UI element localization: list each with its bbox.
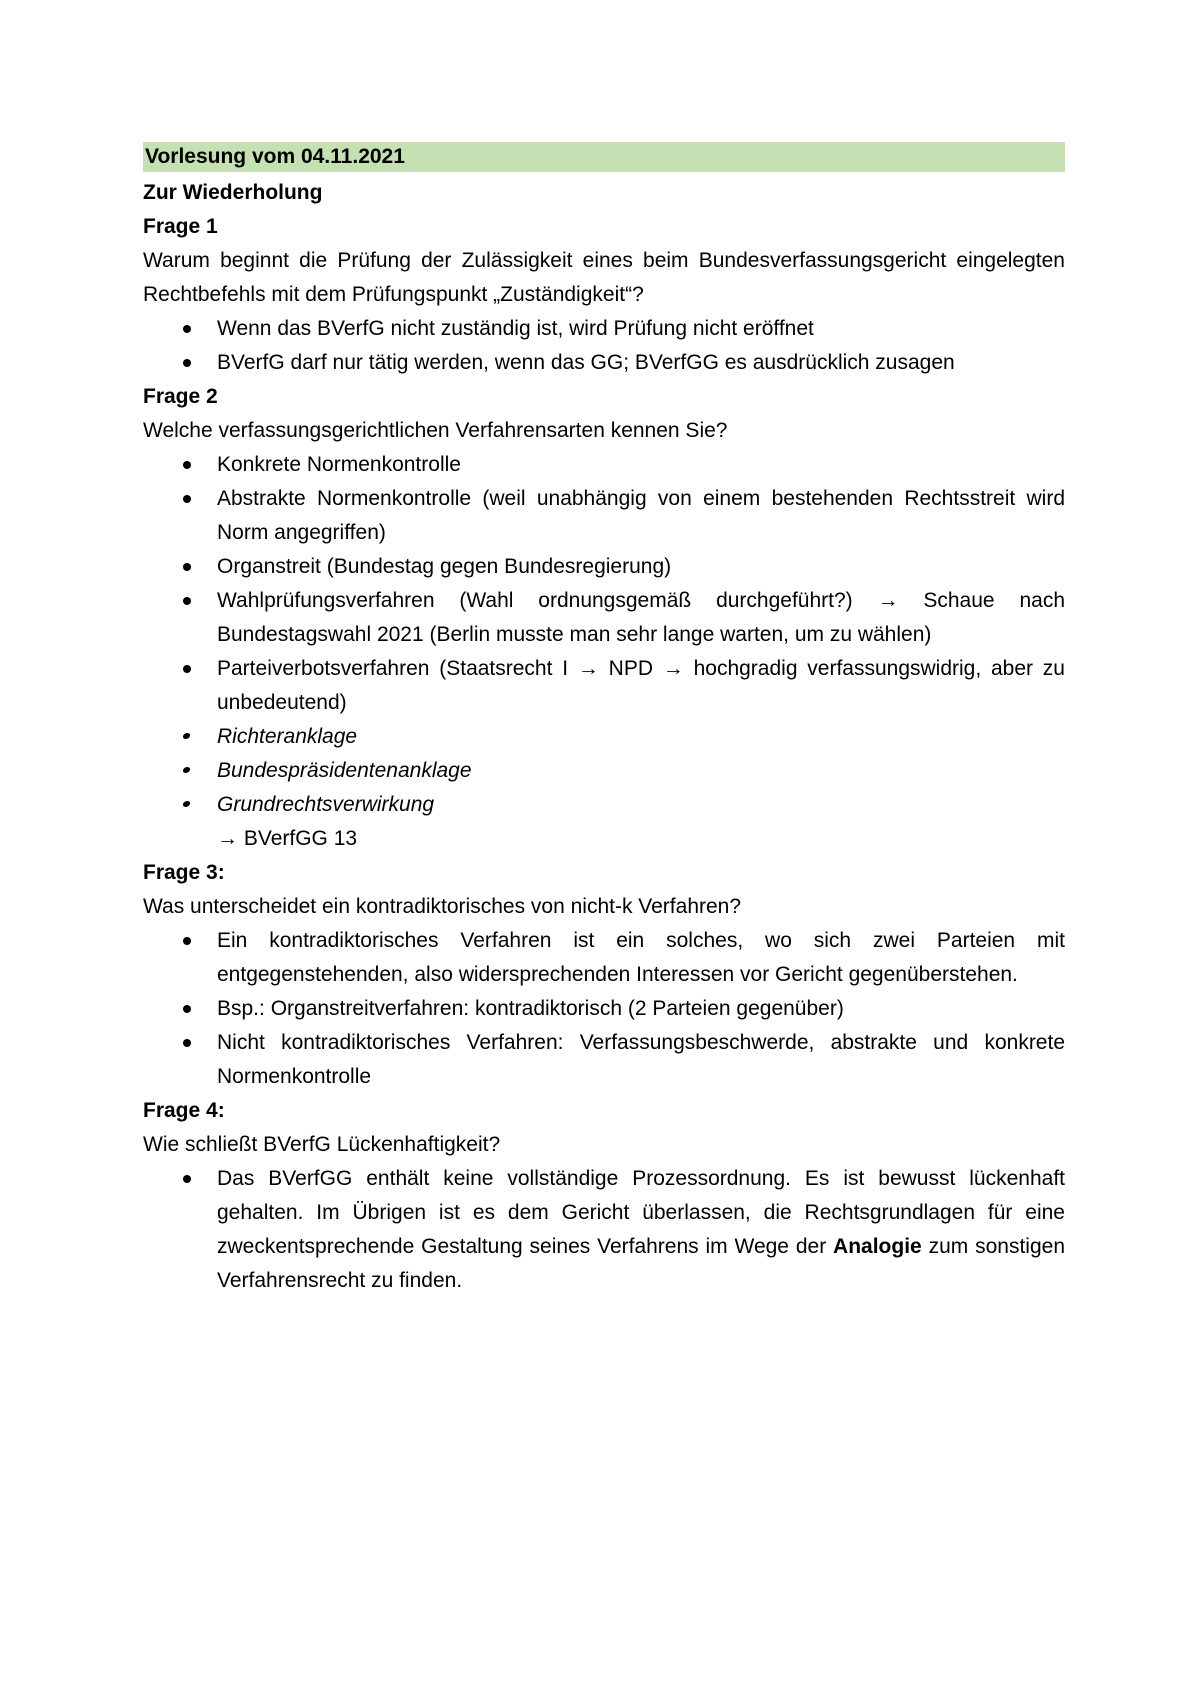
bullet-icon [182,733,191,739]
bullet-icon [183,563,191,571]
list-item [143,1162,1065,1298]
list-item-text: Richteranklage [217,725,358,748]
list-item [143,1026,1065,1094]
bullet-icon [182,801,191,807]
page-title: Vorlesung vom 04.11.2021 [143,142,1065,172]
list-item [143,312,1065,346]
list-item-text: Parteiverbotsverfahren (Staatsrecht I → NPD → hochgradig verfassungswidrig, aber zu unbedeutend) [217,657,1065,714]
question-3-answers [143,924,1065,1094]
bullet-icon [183,1039,191,1047]
list-item-text: Abstrakte Normenkontrolle (weil unabhängig von einem bestehenden Rechtsstreit wird Norm angegriffen) [217,487,1065,544]
list-item-text: Bsp.: Organstreitverfahren: kontradiktorisch (2 Parteien gegenüber) [217,997,844,1020]
question-3-text: Was unterscheidet ein kontradiktorisches von nicht-k Verfahren? [143,895,742,918]
list-item [143,448,1065,482]
list-item-text: Wahlprüfungsverfahren (Wahl ordnungsgemäß durchgeführt?) → Schaue nach Bundestagswahl 2021 (Berlin musste man sehr lange warten, um zu wählen) [217,589,1065,646]
answer-text-start: Das BVerfGG enthält keine vollständige Prozessordnung. Es ist bewusst lückenhaft gehalten. Im Übrigen ist es dem Gericht überlassen, die Rechtsgrundlagen für eine zweckentsprechende Gestaltung seines Verfahrens im Wege der [217,1167,1065,1258]
question-4-text: Wie schließt BVerfG Lückenhaftigkeit? [143,1133,501,1156]
list-item [143,754,1065,788]
answer-keyword: Analogie [833,1235,922,1258]
bullet-icon [183,937,191,945]
list-item [143,788,1065,822]
list-item-text: Grundrechtsverwirkung [217,793,435,816]
question-3-label: Frage 3: [143,861,225,884]
question-2-label: Frage 2 [143,385,218,408]
question-1-text: Warum beginnt die Prüfung der Zulässigkeit eines beim Bundesverfassungsgericht eingelegten Rechtbefehls mit dem Prüfungspunkt „Zuständigkeit“? [143,249,1065,306]
list-item-text: Konkrete Normenkontrolle [217,453,461,476]
bullet-icon [183,461,191,469]
question-4-label: Frage 4: [143,1099,225,1122]
list-item [143,924,1065,992]
bullet-icon [183,1175,191,1183]
bullet-icon [183,665,191,673]
question-4-answers [143,1162,1065,1298]
arrow-right-icon: → [217,827,238,850]
bullet-icon [182,767,191,773]
list-item [143,550,1065,584]
reference-text: BVerfGG 13 [243,827,358,850]
question-2-text: Welche verfassungsgerichtlichen Verfahrensarten kennen Sie? [143,419,728,442]
list-item-text: Bundespräsidentenanklage [217,759,472,782]
list-item-text: Ein kontradiktorisches Verfahren ist ein solches, wo sich zwei Parteien mit entgegenstehenden, also widersprechenden Interessen vor Gericht gegenüberstehen. [217,929,1065,986]
answer-text-end: zum sonstigen Verfahrensrecht zu finden. [217,1235,1065,1292]
section-subtitle: Zur Wiederholung [143,181,323,204]
list-item-text: BVerfG darf nur tätig werden, wenn das GG; BVerfGG es ausdrücklich zusagen [217,351,955,374]
list-item [143,482,1065,550]
list-item-text: Nicht kontradiktorisches Verfahren: Verfassungsbeschwerde, abstrakte und konkrete Normenkontrolle [217,1031,1065,1088]
bullet-icon [183,325,191,333]
question-1-answers [143,312,1065,380]
reference-line [143,822,1065,856]
list-item-text: Wenn das BVerfG nicht zuständig ist, wird Prüfung nicht eröffnet [217,317,814,340]
list-item [143,720,1065,754]
list-item [143,652,1065,720]
bullet-icon [183,1005,191,1013]
bullet-icon [183,359,191,367]
bullet-icon [183,495,191,503]
list-item [143,584,1065,652]
bullet-icon [183,597,191,605]
question-1-label: Frage 1 [143,215,218,238]
list-item [143,992,1065,1026]
question-2-answers [143,448,1065,822]
list-item-text: Organstreit (Bundestag gegen Bundesregierung) [217,555,672,578]
list-item [143,346,1065,380]
